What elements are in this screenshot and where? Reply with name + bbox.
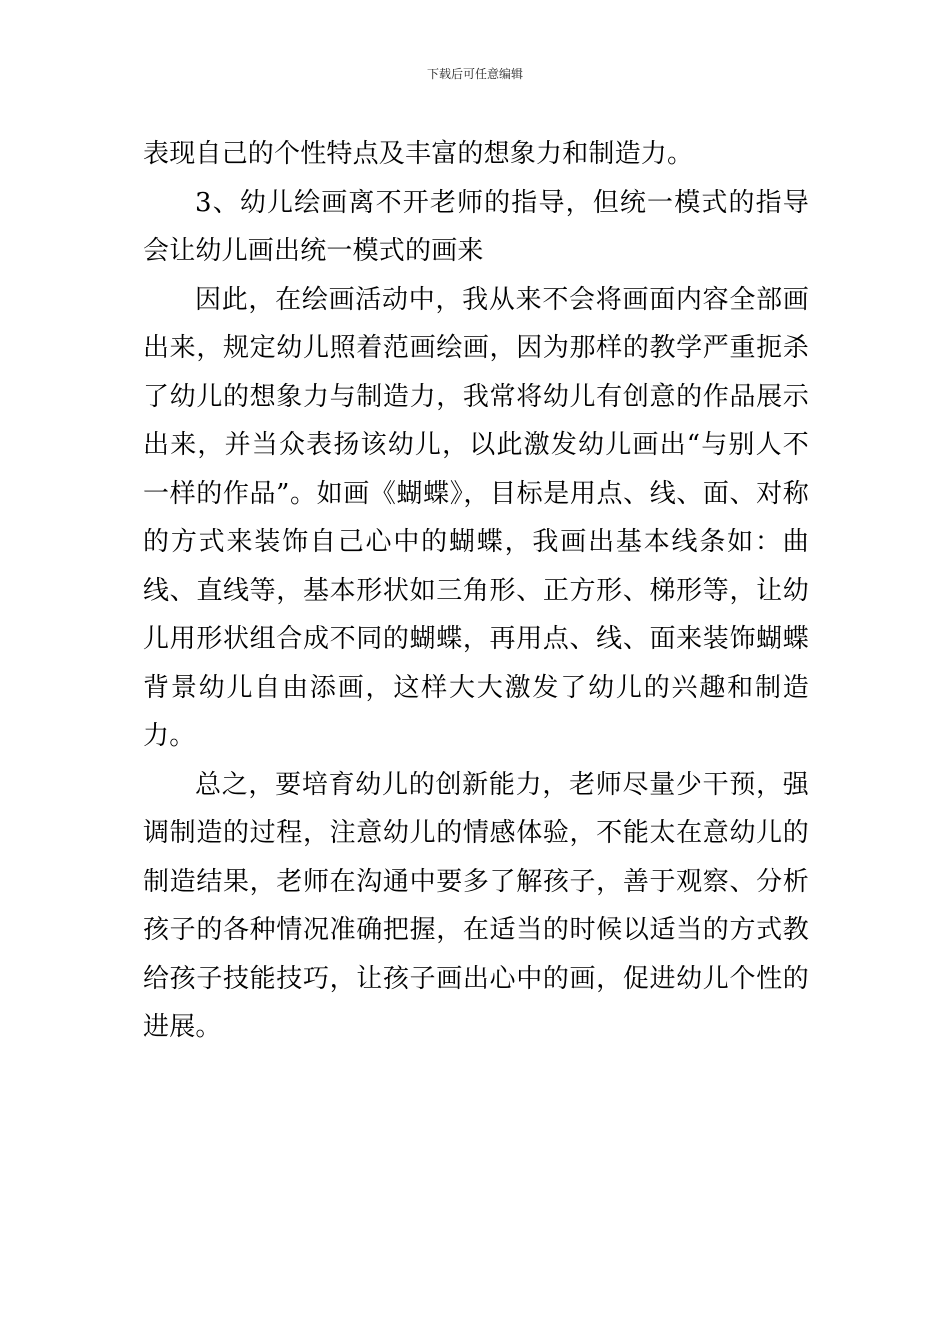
paragraph-point-3-heading: 3、幼儿绘画离不开老师的指导，但统一模式的指导会让幼儿画出统一模式的画来 [143,187,809,266]
document-body [143,130,809,1052]
paragraph-conclusion: 总之，要培育幼儿的创新能力，老师尽量少干预，强调制造的过程，注意幼儿的情感体验，不能太在意幼儿的制造结果，老师在沟通中要多了解孩子，善于观察、分析孩子的各种情况准确把握，在适当的时候以适当的方式教给孩子技能技巧，让孩子画出心中的画，促进幼儿个性的进展。 [143,769,809,1042]
paragraph-continuation: 表现自己的个性特点及丰富的想象力和制造力。 [143,139,694,169]
paragraph-example: 因此，在绘画活动中，我从来不会将画面内容全部画出来，规定幼儿照着范画绘画，因为那样的教学严重扼杀了幼儿的想象力与制造力，我常将幼儿有创意的作品展示出来，并当众表扬该幼儿，以此激发幼儿画出“与别人不一样的作品”。如画《蝴蝶》，目标是用点、线、面、对称的方式来装饰自己心中的蝴蝶，我画出基本线条如：曲线、直线等，基本形状如三角形、正方形、梯形等，让幼儿用形状组合成不同的蝴蝶，再用点、线、面来装饰蝴蝶背景幼儿自由添画，这样大大激发了幼儿的兴趣和制造力。 [143,284,809,751]
page-header-note: 下载后可任意编辑 [426,67,523,81]
